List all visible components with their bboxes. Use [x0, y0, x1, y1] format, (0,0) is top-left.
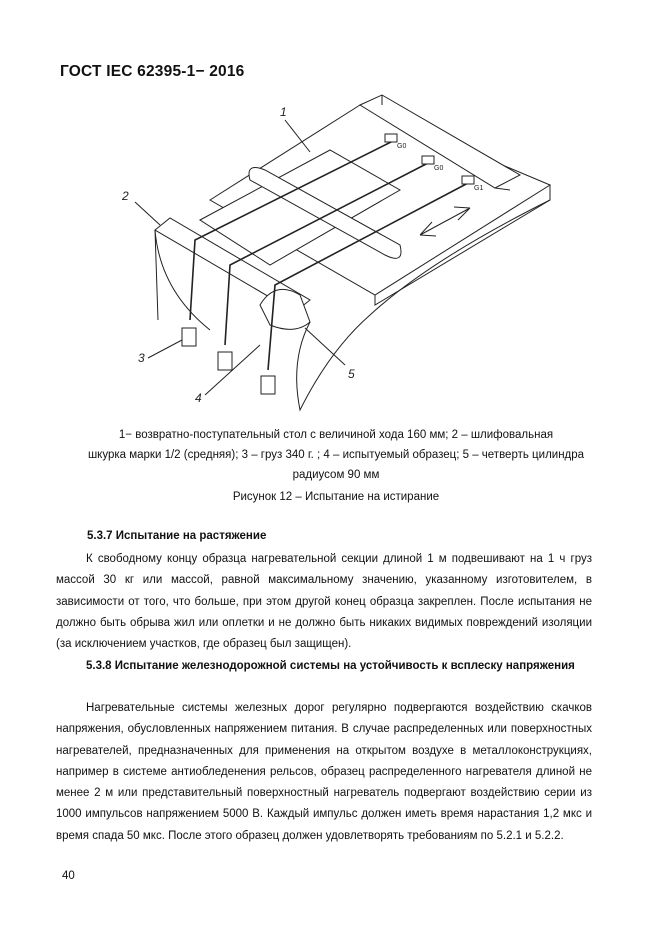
weight-1: [182, 328, 196, 346]
caption-line-2: шкурка марки 1/2 (средняя); 3 – груз 340 г. ; 4 – испытуемый образец; 5 – четверть цилиндра: [87, 449, 585, 461]
clamp-mark-3: G1: [474, 185, 484, 192]
abrasion-test-figure: [100, 90, 570, 420]
page-number: 40: [62, 870, 75, 882]
section-5-3-7-title: 5.3.7 Испытание на растяжение: [87, 530, 267, 542]
clamp-mark-1: G0: [397, 143, 407, 150]
document-header: ГОСТ IEC 62395-1− 2016: [60, 63, 245, 80]
weight-2: [218, 352, 232, 370]
section-5-3-8-text: Нагревательные системы железных дорог регулярно подвергаются воздействию скачков напряжения, обусловленных напряжением питания. В случае распределенных или поверхностных нагревателей, предназначенных для применения на открытом воздухе в металлоконструкциях, например в системе антиобледенения рельсов, образец распределенного нагревателя длиной не менее 2 м или представительный поверхностный нагреватель подвергают воздействию серии из 1000 импульсов напряжением 5000 В. Каждый импульс должен иметь время нарастания 1,2 мкс и время спада 50 мкс. После этого образец должен удовлетворять требованиям по 5.2.1 и 5.2.2.: [56, 702, 592, 842]
label-2: 2: [122, 189, 129, 203]
clamp-mark-2: G0: [434, 165, 444, 172]
figure-caption: [56, 425, 616, 485]
figure-title: Рисунок 12 – Испытание на истирание: [232, 491, 440, 503]
weight-3: [261, 376, 275, 394]
caption-line-1: 1− возвратно-поступательный стол с величиной хода 160 мм; 2 – шлифовальная: [118, 429, 554, 441]
label-1: 1: [280, 105, 287, 119]
label-5: 5: [348, 367, 355, 381]
label-4: 4: [195, 391, 202, 405]
section-5-3-8-title: 5.3.8 Испытание железнодорожной системы на устойчивость к всплеску напряжения: [86, 660, 575, 672]
label-3: 3: [138, 351, 145, 365]
caption-line-3: радиусом 90 мм: [292, 469, 380, 481]
section-5-3-7-text: К свободному концу образца нагревательной секции длиной 1 м подвешивают на 1 ч груз массой 30 кг или массой, равной максимальному значению, указанному изготовителем, в зависимости от того, что больше, при этом другой конец образца закреплен. После испытания не должно быть обрыва жил или оплетки и не должно быть никаких видимых повреждений изоляции (за исключением участков, где образец был защищен).: [56, 553, 592, 651]
